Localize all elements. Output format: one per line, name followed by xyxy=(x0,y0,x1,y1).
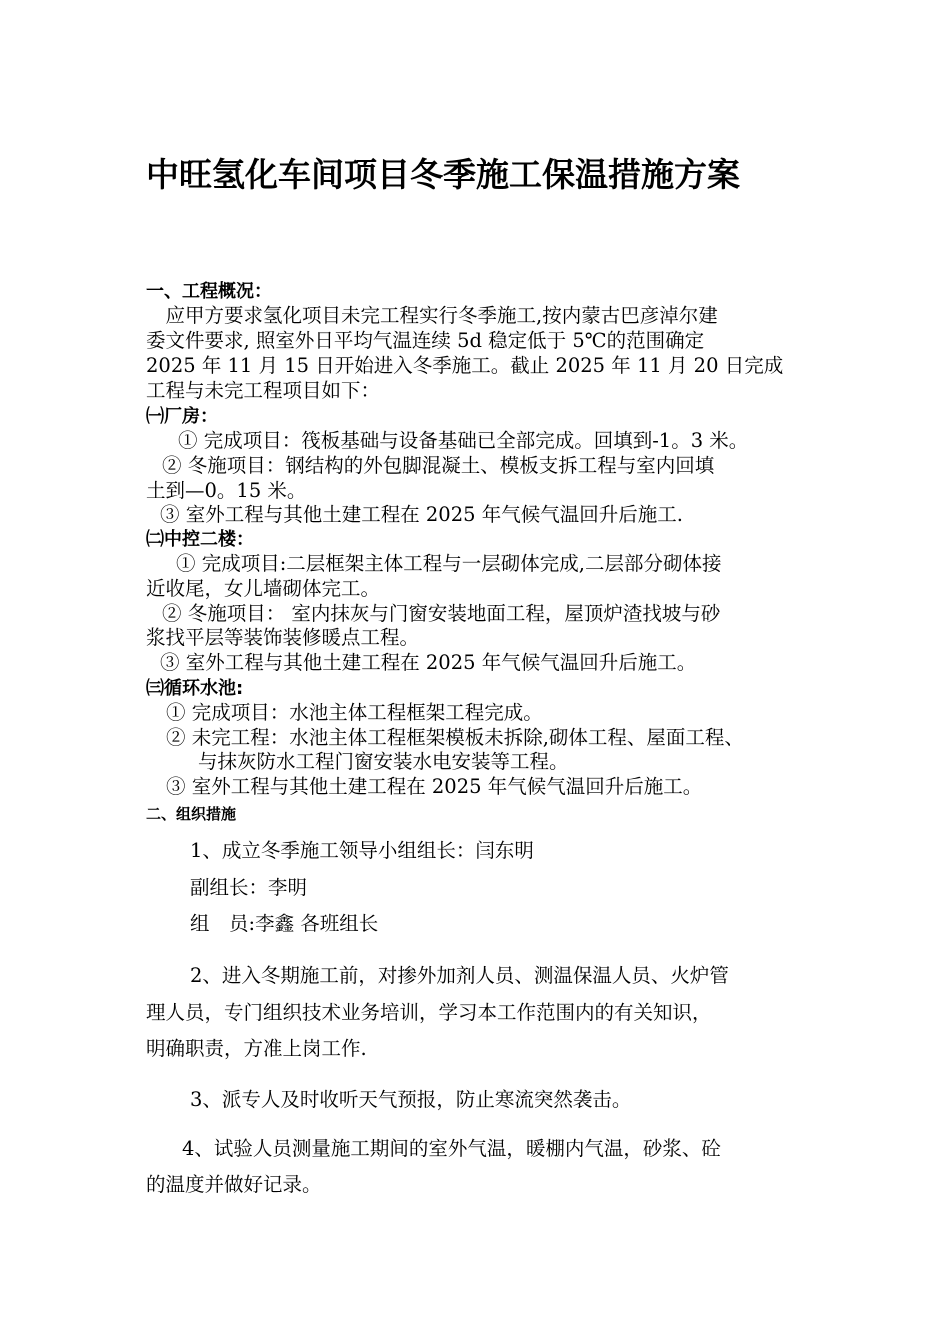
control-item-2-cont: 浆找平层等装饰装修暖点工程。 xyxy=(146,626,420,649)
org-p3-line-1: 3、派专人及时收听天气预报，防止寒流突然袭击。 xyxy=(190,1088,632,1111)
control-item-1: ① 完成项目:二层框架主体工程与一层砌体完成,二层部分砌体接 xyxy=(176,552,722,575)
section-heading-overview: 一、工程概况： xyxy=(146,281,272,302)
overview-line-3: 2025 年 11 月 15 日开始进入冬季施工。截止 2025 年 11 月 20 日完成 xyxy=(146,354,784,377)
pool-item-1: ① 完成项目：水池主体工程框架工程完成。 xyxy=(166,701,543,724)
overview-line-2: 委文件要求, 照室外日平均气温连续 5d 稳定低于 5℃的范围确定 xyxy=(146,329,705,352)
org-p2-line-3: 明确职责，方准上岗工作. xyxy=(146,1037,367,1060)
org-p1-line-2: 副组长：李明 xyxy=(190,876,308,899)
factory-item-1: ① 完成项目：筏板基础与设备基础已全部完成。回填到-1。3 米。 xyxy=(178,429,749,452)
org-p1-line-1: 1、成立冬季施工领导小组组长：闫东明 xyxy=(190,839,534,862)
pool-item-2-cont: 与抹灰防水工程门窗安装水电安装等工程。 xyxy=(198,750,569,773)
pool-item-2: ② 未完工程：水池主体工程框架模板未拆除,砌体工程、屋面工程、 xyxy=(166,726,744,749)
org-p2-line-2: 理人员，专门组织技术业务培训，学习本工作范围内的有关知识， xyxy=(146,1001,712,1024)
factory-item-3: ③ 室外工程与其他土建工程在 2025 年气候气温回升后施工. xyxy=(160,503,683,526)
document-title: 中旺氢化车间项目冬季施工保温措施方案 xyxy=(146,155,740,194)
overview-line-1: 应甲方要求氢化项目未完工程实行冬季施工,按内蒙古巴彦淖尔建 xyxy=(146,304,718,327)
org-p1-line-3: 组 员:李鑫 各班组长 xyxy=(190,912,379,935)
pool-item-3: ③ 室外工程与其他土建工程在 2025 年气候气温回升后施工。 xyxy=(166,775,703,798)
org-p4-line-2: 的温度并做好记录。 xyxy=(146,1173,322,1196)
overview-line-4: 工程与未完工程项目如下： xyxy=(146,379,381,402)
factory-item-2-cont: 土到—0。15 米。 xyxy=(146,479,307,502)
subheading-control-building: ㈡中控二楼： xyxy=(146,529,254,550)
factory-item-2: ② 冬施项目：钢结构的外包脚混凝土、模板支拆工程与室内回填 xyxy=(162,454,715,477)
subheading-water-pool: ㈢循环水池: xyxy=(146,678,244,699)
subheading-factory: ㈠厂房： xyxy=(146,406,218,427)
control-item-3: ③ 室外工程与其他土建工程在 2025 年气候气温回升后施工。 xyxy=(160,651,697,674)
org-p2-line-1: 2、进入冬期施工前，对掺外加剂人员、测温保温人员、火炉管 xyxy=(190,964,729,987)
section-heading-organization: 二、组织措施 xyxy=(146,805,237,823)
control-item-2: ② 冬施项目： 室内抹灰与门窗安装地面工程，屋顶炉渣找坡与砂 xyxy=(162,602,721,625)
org-p4-line-1: 4、试验人员测量施工期间的室外气温，暖棚内气温，砂浆、砼 xyxy=(182,1137,721,1160)
control-item-1-cont: 近收尾，女儿墙砌体完工。 xyxy=(146,577,381,600)
